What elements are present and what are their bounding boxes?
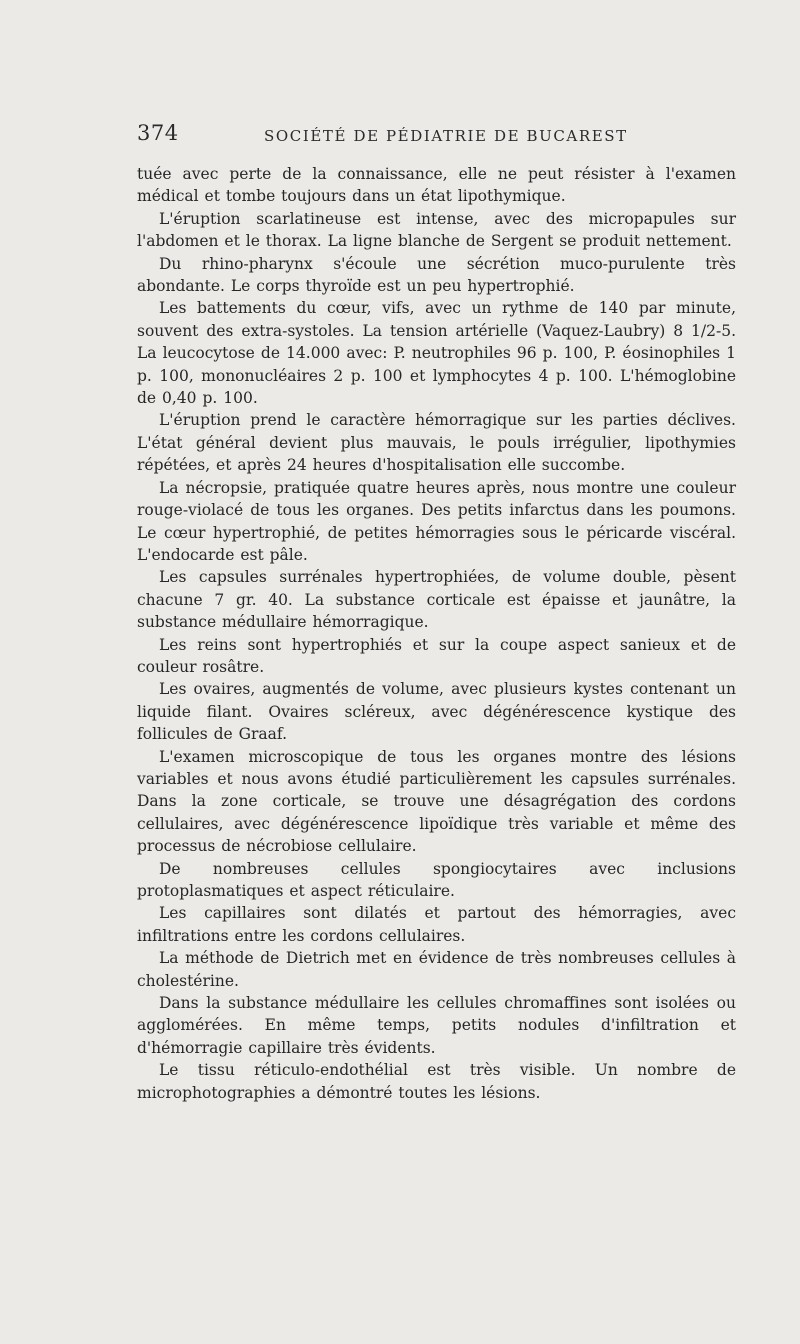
running-head: SOCIÉTÉ DE PÉDIATRIE DE BUCAREST	[264, 127, 628, 145]
paragraph: tuée avec perte de la connaissance, elle ne peut résister à l'examen médical et tombe toujours dans un état lipothymique.	[137, 165, 736, 206]
paragraph: L'examen microscopique de tous les organes montre des lésions variables et nous avons étudié particulièrement les capsules surrénales. Dans la zone corticale, se trouve une désagrégation des cordons cellulaires, avec dégénérescence lipoïdique très variable et même des processus de nécrobiose cellulaire.	[137, 747, 736, 856]
paragraph: Les capsules surrénales hypertrophiées, de volume double, pèsent chacune 7 gr. 40. La substance corticale est épaisse et jaunâtre, la substance médullaire hémorragique.	[137, 568, 736, 632]
body-text	[137, 163, 736, 1104]
paragraph: De nombreuses cellules spongiocytaires avec inclusions protoplasmatiques et aspect réticulaire.	[137, 859, 736, 900]
paragraph: Les capillaires sont dilatés et partout des hémorragies, avec infiltrations entre les cordons cellulaires.	[137, 904, 736, 945]
paragraph: La méthode de Dietrich met en évidence de très nombreuses cellules à cholestérine.	[137, 949, 736, 990]
paragraph: Les battements du cœur, vifs, avec un rythme de 140 par minute, souvent des extra-systoles. La tension artérielle (Vaquez-Laubry) 8 1/2-5. La leucocytose de 14.000 avec: P. neutrophiles 96 p. 100, P. éosinophiles 1 p. 100, mononucléaires 2 p. 100 et lymphocytes 4 p. 100. L'hémoglobine de 0,40 p. 100.	[137, 299, 736, 408]
paragraph: Dans la substance médullaire les cellules chromaffines sont isolées ou agglomérées. En même temps, petits nodules d'infiltration et d'hémorragie capillaire très évidents.	[137, 994, 736, 1057]
paragraph: Les reins sont hypertrophiés et sur la coupe aspect sanieux et de couleur rosâtre.	[137, 635, 736, 676]
paragraph: Le tissu réticulo-endothélial est très visible. Un nombre de microphotographies a démontré toutes les lésions.	[137, 1061, 736, 1102]
paragraph: L'éruption scarlatineuse est intense, avec des micropapules sur l'abdomen et le thorax. La ligne blanche de Sergent se produit nettement.	[137, 209, 736, 251]
paragraph: Du rhino-pharynx s'écoule une sécrétion muco-purulente très abondante. Le corps thyroïde est un peu hypertrophié.	[137, 254, 736, 296]
paragraph: Les ovaires, augmentés de volume, avec plusieurs kystes contenant un liquide filant. Ovaires scléreux, avec dégénérescence kystique des follicules de Graaf.	[137, 680, 736, 744]
page-number: 374	[137, 121, 179, 145]
page-header	[137, 119, 657, 153]
paragraph: L'éruption prend le caractère hémorragique sur les parties déclives. L'état général devient plus mauvais, le pouls irrégulier, lipothymies répétées, et après 24 heures d'hospitalisation elle succombe.	[137, 411, 736, 475]
paragraph: La nécropsie, pratiquée quatre heures après, nous montre une couleur rouge-violacé de tous les organes. Des petits infarctus dans les poumons. Le cœur hypertrophié, de petites hémorragies sous le péricarde viscéral. L'endocarde est pâle.	[137, 478, 736, 564]
